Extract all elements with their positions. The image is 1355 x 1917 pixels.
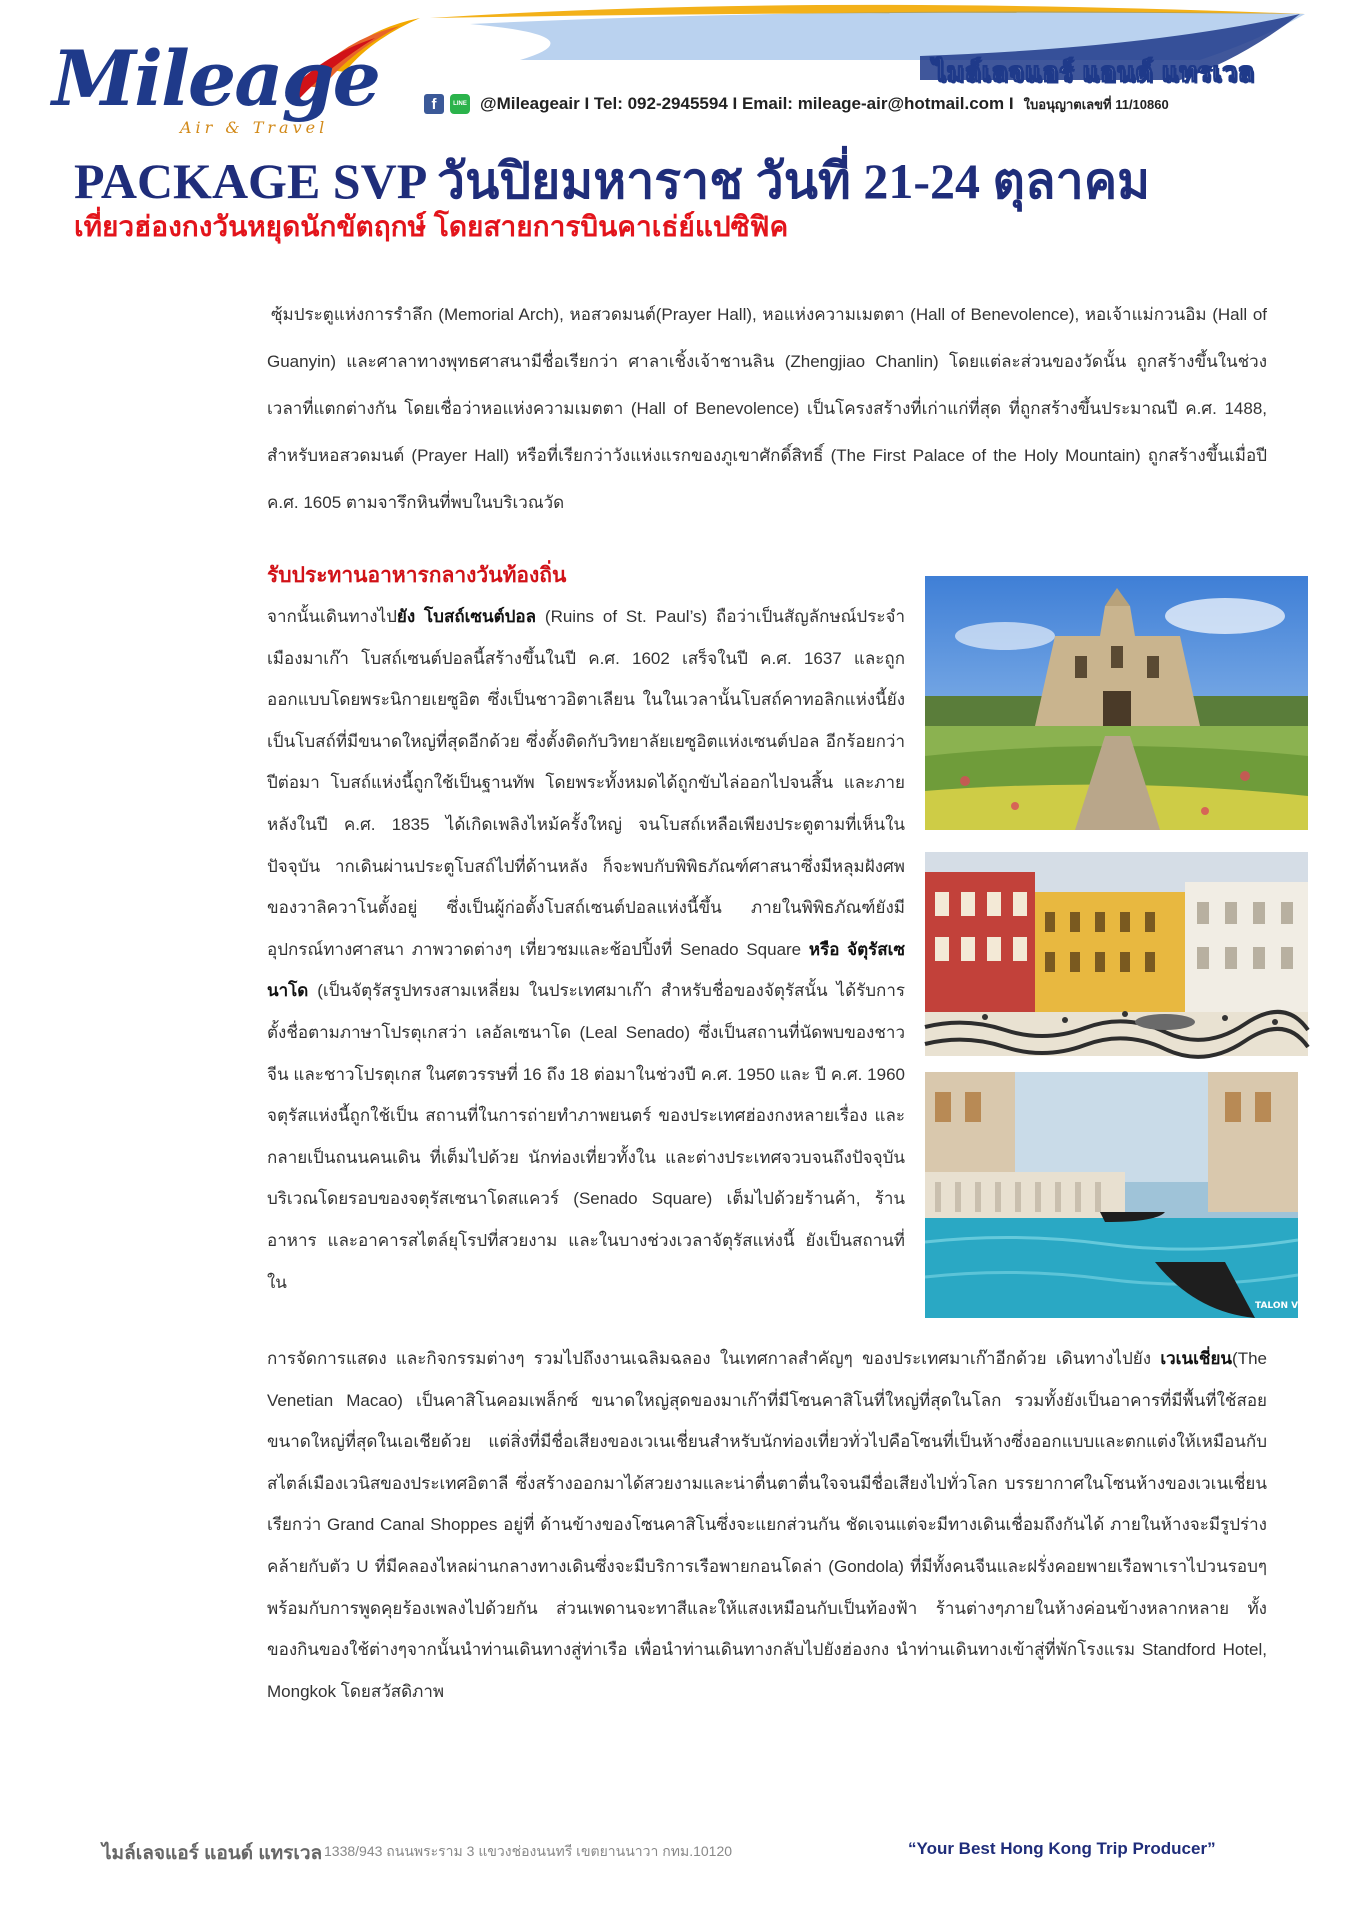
venetian-paragraph xyxy=(267,1338,1267,1712)
bold-text-st-pauls: ยัง โบสถ์เซนต์ปอล xyxy=(396,607,537,626)
footer-address: 1338/943 ถนนพระราม 3 แขวงช่องนนทรี เขตยานนาวา กทม.10120 xyxy=(324,1843,733,1859)
text-run: จากนั้นเดินทางไป xyxy=(267,607,397,626)
text-run: (Ruins of St. Paul’s) ถือว่าเป็นสัญลักษณ์ประจำเมืองมาเก๊า โบสถ์เซนต์ปอลนี้สร้างขึ้นในปี ค.ศ. 1602 เสร็จในปี ค.ศ. 1637 และถูกออกแบบโดยพระนิกายเยซูอิต ซึ่งเป็นชาวอิตาเลียน ในในเวลานั้นโบสถ์คาทอลิกแห่งนี้ยังเป็นโบสถ์ที่มีขนาดใหญ่ที่สุดอีกด้วย ซึ่งตั้งติดกับวิทยาลัยเยซูอิตแห่งเซนต์ปอล อีกร้อยกว่าปีต่อมา โบสถ์แห่งนี้ถูกใช้เป็นฐานทัพ โดยพระทั้งหมดได้ถูกขับไล่ออกไปจนสิ้น และภายหลังในปี ค.ศ. 1835 ได้เกิดเพลิงไหม้ครั้งใหญ่ จนโบสถ์เหลือเพียงประตูตามที่เห็นในปัจจุบัน ากเดินผ่านประตูโบสถ์ไปที่ด้านหลัง ก็จะพบกับพิพิธภัณฑ์ศาสนาซึ่งมีหลุมฝังศพของวาลิควาโนตั้งอยู่ ซึ่งเป็นผู้ก่อตั้งโบสถ์เซนต์ปอลแห่งนี้ขึ้น ภายในพิพิธภัณฑ์ยังมีอุปกรณ์ทางศาสนา ภาพวาดต่างๆ เที่ยวชมและช้อปปิ้งที่ Senado Square xyxy=(267,607,905,959)
venetian-canal-photo xyxy=(925,1072,1318,1318)
license-number: ใบอนุญาตเลขที่ 11/10860 xyxy=(1023,96,1169,112)
footer-brand: ไมล์เลจแอร์ แอนด์ แทรเวล xyxy=(102,1843,323,1864)
text-run: การจัดการแสดง และกิจกรรมต่างๆ รวมไปถึงงานเฉลิมฉลอง ในเทศกาลสำคัญๆ ของประเทศมาเก๊าอีกด้วย เดินทางไปยัง xyxy=(267,1349,1161,1368)
bold-text-senado: หรือ จัตุรัสเซนาโด xyxy=(267,939,905,1001)
logo-subtitle: Air & Travel xyxy=(180,118,329,137)
contact-row xyxy=(424,92,1169,116)
facebook-icon: f xyxy=(424,94,444,114)
senado-square-photo xyxy=(925,852,1308,1056)
bold-text-venetian: เวเนเชี่ยน xyxy=(1160,1349,1233,1368)
line-icon: LINE xyxy=(450,94,470,114)
mileage-logo xyxy=(52,30,382,140)
page-title: PACKAGE SVP วันปิยมหาราช วันที่ 21-24 ตุลาคม xyxy=(74,153,1151,209)
lunch-heading: รับประทานอาหารกลางวันท้องถิ่น xyxy=(267,563,567,587)
brand-thai-name: ไมล์เลจแอร์ แอนด์ แทรเวล xyxy=(932,57,1255,87)
ruins-of-st-pauls-photo xyxy=(925,576,1308,830)
text-run: (เป็นจัตุรัสรูปทรงสามเหลี่ยม ในประเทศมาเก๊า สำหรับชื่อของจัตุรัสนั้น ได้รับการตั้งชื่อตามภาษาโปรตุเกสว่า เลอัลเซนาโด (Leal Senado) ซึ่งเป็นสถานที่นัดพบของชาวจีน และชาวโปรตุเกส ในศตวรรษที่ 16 ถึง 18 ต่อมาในช่วงปี ค.ศ. 1950 และ ปี ค.ศ. 1960 จตุรัสแห่งนี้ถูกใช้เป็น สถานที่ในการถ่ายทำภาพยนตร์ ของประเทศฮ่องกงหลายเรื่อง และกลายเป็นถนนคนเดิน ที่เต็มไปด้วย นักท่องเที่ยวทั้งใน และต่างประเทศจวบจนถึงปัจจุบัน บริเวณโดยรอบของจตุรัสเซนาโดสแควร์ (Senado Square) เต็มไปด้วยร้านค้า, ร้านอาหาร และอาคารสไตล์ยุโรปที่สวยงาม และในบางช่วงเวลาจัตุรัสแห่งนี้ ยังเป็นสถานที่ใน xyxy=(267,981,905,1292)
contact-info: @Mileageair I Tel: 092-2945594 I Email: mileage-air@hotmail.com I xyxy=(480,94,1014,113)
footer xyxy=(102,1838,1262,1868)
text-run: (The Venetian Macao) เป็นคาสิโนคอมเพล็กซ์ ขนาดใหญ่สุดของมาเก๊าที่มีโซนคาสิโนที่ใหญ่ที่สุดในโลก รวมทั้งยังเป็นอาคารที่มีพื้นที่ใช้สอยขนาดใหญ่ที่สุดในเอเชียด้วย แต่สิ่งที่มีชื่อเสียงของเวเนเชี่ยนสำหรับนักท่องเที่ยวทั่วไปคือโซนที่เป็นห้างซึ่งออกแบบและตกแต่งให้เหมือนกับสไตล์เมืองเวนิสของประเทศอิตาลี ซึ่งสร้างออกมาได้สวยงามและน่าตื่นตาตื่นใจจนมีชื่อเสียงไปทั่วโลก บรรยากาศในโซนห้างของเวเนเชี่ยนเรียกว่า Grand Canal Shoppes อยู่ที่ ด้านข้างของโซนคาสิโนซึ่งจะแยกส่วนกัน ชัดเจนแต่จะมีทางเดินเชื่อมถึงกันได้ ภายในห้างจะมีรูปร่างคล้ายกับตัว U ที่มีคลองไหลผ่านกลางทางเดินซึ่งจะมีบริการเรือพายกอนโดล่า (Gondola) ที่มีทั้งคนจีนและฝรั่งคอยพายเรือพาเราไปวนรอบๆ พร้อมกับการพูดคุยร้องเพลงไปด้วยกัน ส่วนเพดานจะทาสีและให้แสงเหมือนกับเป็นท้องฟ้า ร้านต่างๆภายในห้างค่อนข้างหลากหลาย ทั้งของกินของใช้ต่างๆจากนั้นนำท่านเดินทางสู่ท่าเรือ เพื่อนำท่านเดินทางกลับไปยังฮ่องกง นำท่านเดินทางเข้าสู่ที่พักโรงแรม Standford Hotel, Mongkok โดยสวัสดิภาพ xyxy=(267,1349,1267,1701)
logo-wordmark: Mileage xyxy=(52,34,379,123)
footer-slogan: “Your Best Hong Kong Trip Producer” xyxy=(908,1839,1216,1858)
page-subtitle: เที่ยวฮ่องกงวันหยุดนักขัตฤกษ์ โดยสายการบินคาเธ่ย์แปซิฟิค xyxy=(74,211,789,242)
st-pauls-paragraph xyxy=(267,596,905,1303)
photo-watermark: TALON VIEW xyxy=(1255,1301,1318,1311)
temple-paragraph: ซุ้มประตูแห่งการรำลึก (Memorial Arch), หอสวดมนต์(Prayer Hall), หอแห่งความเมตตา (Hall of Benevolence), หอเจ้าแม่กวนอิม (Hall of Guanyin) และศาลาทางพุทธศาสนามีชื่อเรียกว่า ศาลาเชิ้งเจ้าชานลิน (Zhengjiao Chanlin) โดยแต่ละส่วนของวัดนั้น ถูกสร้างขึ้นในช่วงเวลาที่แตกต่างกัน โดยเชื่อว่าหอแห่งความเมตตา (Hall of Benevolence) เป็นโครงสร้างที่เก่าแก่ที่สุด ที่ถูกสร้างขึ้นประมาณปี ค.ศ. 1488, สำหรับหอสวดมนต์ (Prayer Hall) หรือที่เรียกว่าวังแห่งแรกของภูเขาศักดิ์สิทธิ์ (The First Palace of the Holy Mountain) ถูกสร้างขึ้นเมื่อปี ค.ศ. 1605 ตามจารึกหินที่พบในบริเวณวัด xyxy=(267,305,1267,512)
